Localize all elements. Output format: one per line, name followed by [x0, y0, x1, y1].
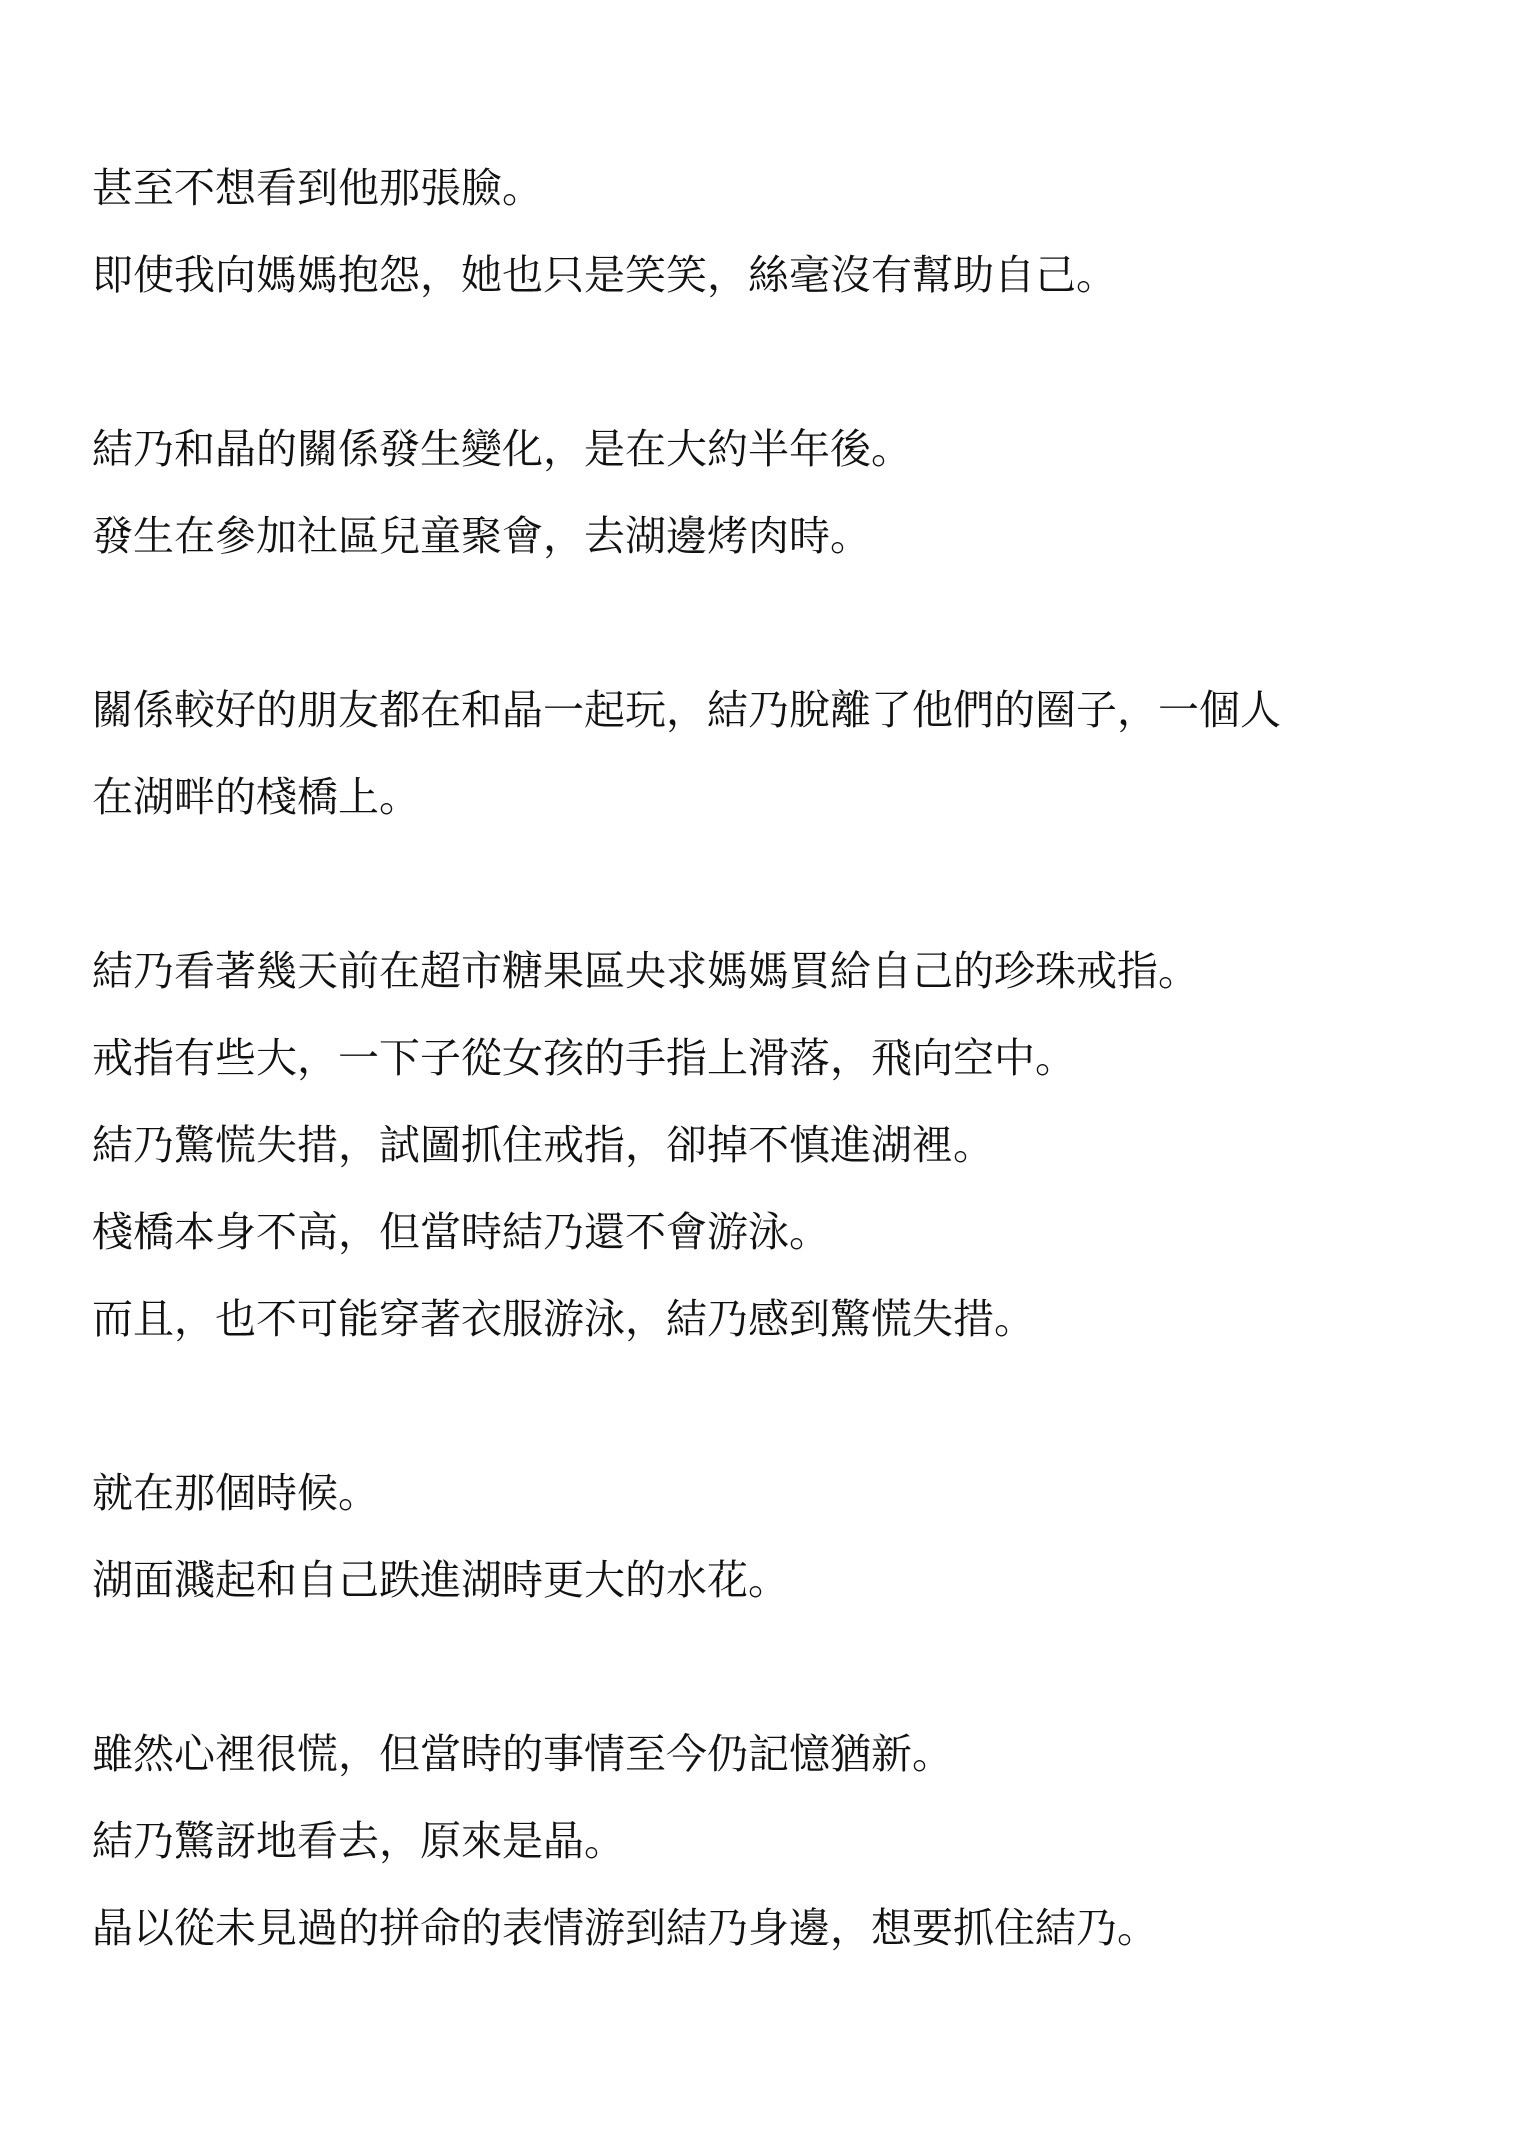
text-line: 晶以從未見過的拼命的表情游到結乃身邊，想要抓住結乃。: [92, 1904, 1158, 1952]
text-line: 甚至不想看到他那張臉。: [92, 164, 543, 212]
text-line: 發生在參加社區兒童聚會，去湖邊烤肉時。: [92, 512, 871, 560]
text-body: [92, 145, 1432, 1972]
paragraph-gap: [92, 1363, 1432, 1450]
text-line: 就在那個時候。: [92, 1469, 379, 1517]
paragraph-gap: [92, 580, 1432, 667]
text-line: 結乃驚訝地看去，原來是晶。: [92, 1817, 625, 1865]
text-line: 在湖畔的棧橋上。: [92, 773, 420, 821]
paragraph-gap: [92, 841, 1432, 928]
text-line: 棧橋本身不高，但當時結乃還不會游泳。: [92, 1208, 830, 1256]
text-line: 雖然心裡很慌，但當時的事情至今仍記憶猶新。: [92, 1730, 953, 1778]
text-line: 戒指有些大，一下子從女孩的手指上滑落，飛向空中。: [92, 1034, 1076, 1082]
text-line: 結乃看著幾天前在超市糖果區央求媽媽買給自己的珍珠戒指。: [92, 947, 1199, 995]
text-line: 關係較好的朋友都在和晶一起玩，結乃脫離了他們的圈子，一個人: [92, 686, 1281, 734]
text-line: 而且，也不可能穿著衣服游泳，結乃感到驚慌失措。: [92, 1295, 1035, 1343]
paragraph-gap: [92, 319, 1432, 406]
text-line: 湖面濺起和自己跌進湖時更大的水花。: [92, 1556, 789, 1604]
text-line: 即使我向媽媽抱怨，她也只是笑笑，絲毫沒有幫助自己。: [92, 251, 1117, 299]
paragraph-gap: [92, 1624, 1432, 1711]
text-line: 結乃驚慌失措，試圖抓住戒指，卻掉不慎進湖裡。: [92, 1121, 994, 1169]
text-line: 結乃和晶的關係發生變化，是在大約半年後。: [92, 425, 912, 473]
